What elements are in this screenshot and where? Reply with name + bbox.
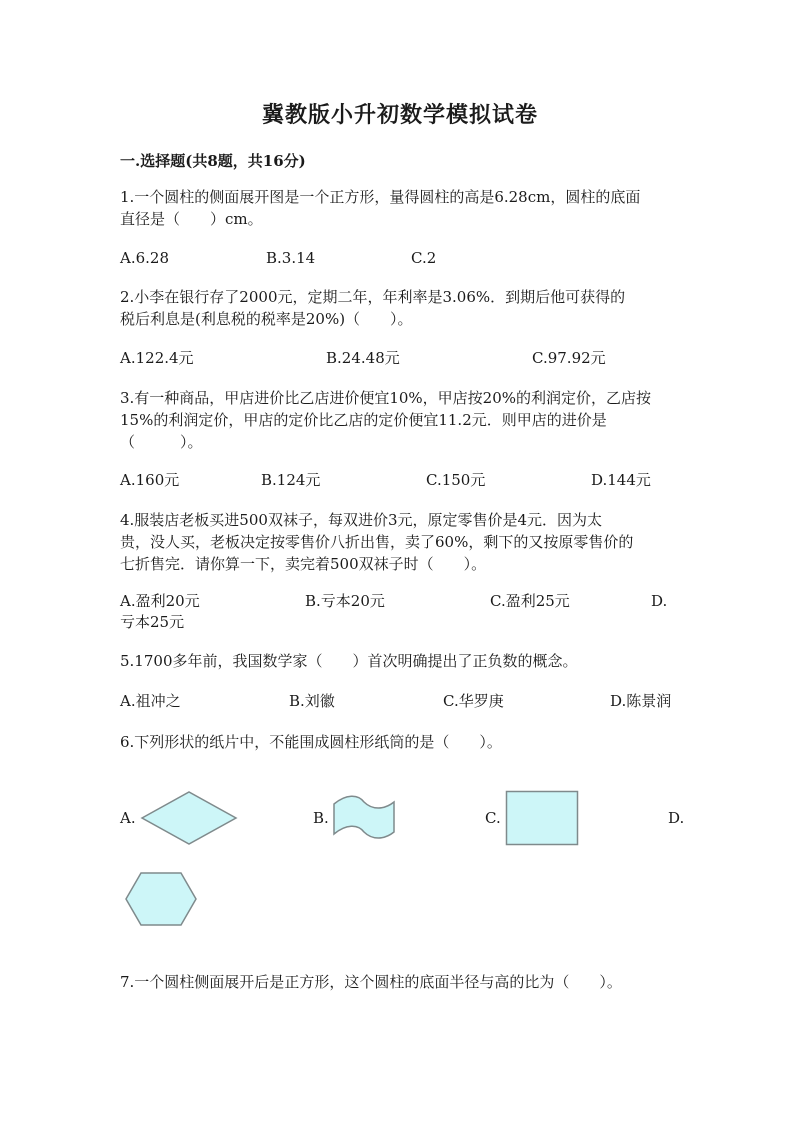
question-4-line-3: 七折售完．请你算一下，卖完着500双袜子时（ ）。 bbox=[120, 555, 487, 573]
q5-option-d[interactable]: D.陈景润 bbox=[610, 692, 672, 710]
q5-option-c[interactable]: C.华罗庚 bbox=[443, 692, 504, 710]
hexagon-shape[interactable] bbox=[124, 871, 198, 927]
question-4-line-2: 贵，没人买，老板决定按零售价八折出售，卖了60%，剩下的又按原零售价的 bbox=[120, 533, 634, 551]
question-7 bbox=[120, 971, 680, 993]
question-4 bbox=[120, 509, 680, 575]
q2-option-c[interactable]: C.97.92元 bbox=[532, 349, 606, 367]
question-2 bbox=[120, 286, 680, 330]
q5-option-b[interactable]: B.刘徽 bbox=[289, 692, 335, 710]
q4-option-d[interactable]: D. bbox=[651, 592, 668, 610]
question-3-line-3: （ ）。 bbox=[120, 433, 203, 451]
q3-option-c[interactable]: C.150元 bbox=[426, 471, 486, 489]
q1-option-a[interactable]: A.6.28 bbox=[120, 249, 169, 267]
question-1-line-1: 1.一个圆柱的侧面展开图是一个正方形，量得圆柱的高是6.28cm，圆柱的底面 bbox=[120, 188, 641, 206]
wavy-flag-shape[interactable] bbox=[332, 796, 396, 844]
q1-option-c[interactable]: C.2 bbox=[411, 249, 437, 267]
q2-option-b[interactable]: B.24.48元 bbox=[326, 349, 400, 367]
q4-option-a[interactable]: A.盈利20元 bbox=[120, 592, 200, 610]
q3-option-a[interactable]: A.160元 bbox=[120, 471, 180, 489]
question-1 bbox=[120, 186, 680, 230]
q6-option-a-label[interactable]: A. bbox=[120, 809, 136, 827]
q6-option-b-label[interactable]: B. bbox=[313, 809, 329, 827]
q5-option-a[interactable]: A.祖冲之 bbox=[120, 692, 181, 710]
q6-option-c-label[interactable]: C. bbox=[485, 809, 501, 827]
question-5 bbox=[120, 650, 680, 672]
q2-option-a[interactable]: A.122.4元 bbox=[120, 349, 194, 367]
question-3-line-2: 15%的利润定价，甲店的定价比乙店的定价便宜11.2元．则甲店的进价是 bbox=[120, 411, 607, 429]
q4-option-d-text[interactable]: 亏本25元 bbox=[120, 613, 185, 631]
page-title: 冀教版小升初数学模拟试卷 bbox=[261, 102, 538, 128]
question-6-line-1: 6.下列形状的纸片中，不能围成圆柱形纸筒的是（ ）。 bbox=[120, 733, 502, 751]
question-1-line-2: 直径是（ ）cm。 bbox=[120, 210, 263, 228]
question-3-line-1: 3.有一种商品，甲店进价比乙店进价便宜10%，甲店按20%的利润定价，乙店按 bbox=[120, 389, 651, 407]
q3-option-b[interactable]: B.124元 bbox=[261, 471, 321, 489]
rhombus-shape[interactable] bbox=[140, 790, 238, 846]
q4-option-c[interactable]: C.盈利25元 bbox=[490, 592, 570, 610]
q1-option-b[interactable]: B.3.14 bbox=[266, 249, 316, 267]
question-7-line-1: 7.一个圆柱侧面展开后是正方形，这个圆柱的底面半径与高的比为（ ）。 bbox=[120, 973, 622, 991]
question-2-line-1: 2.小李在银行存了2000元，定期二年，年利率是3.06%．到期后他可获得的 bbox=[120, 288, 626, 306]
rectangle-shape[interactable] bbox=[505, 790, 579, 846]
question-3 bbox=[120, 387, 680, 453]
q3-option-d[interactable]: D.144元 bbox=[591, 471, 651, 489]
question-2-line-2: 税后利息是(利息税的税率是20%)（ ）。 bbox=[120, 310, 413, 328]
question-4-line-1: 4.服装店老板买进500双袜子，每双进价3元，原定零售价是4元．因为太 bbox=[120, 511, 603, 529]
section-heading: 一.选择题(共8题，共16分) bbox=[120, 152, 306, 170]
question-5-line-1: 5.1700多年前，我国数学家（ ）首次明确提出了正负数的概念。 bbox=[120, 652, 578, 670]
q4-option-b[interactable]: B.亏本20元 bbox=[305, 592, 385, 610]
question-6 bbox=[120, 731, 680, 753]
q6-option-d-label[interactable]: D. bbox=[668, 809, 685, 827]
